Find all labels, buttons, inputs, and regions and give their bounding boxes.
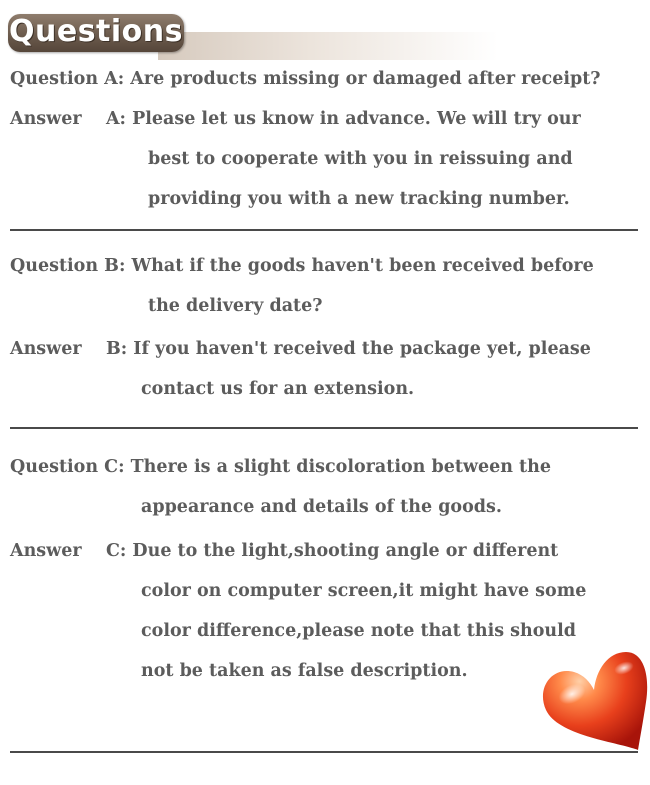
questions-banner [8, 14, 498, 52]
question-b-line-1: Question B: What if the goods haven't been received before [10, 256, 594, 276]
heart-icon [538, 646, 650, 754]
answer-c-line-2: color on computer screen,it might have some [141, 581, 587, 601]
page-title: Questions [8, 14, 183, 49]
question-c-line-2: appearance and details of the goods. [141, 497, 502, 517]
answer-c-line-4: not be taken as false description. [141, 661, 468, 681]
section-divider-b [10, 427, 638, 429]
answer-a-line-2: best to cooperate with you in reissuing and [148, 149, 573, 169]
banner-gradient-bar [158, 32, 498, 60]
answer-c-line-3: color difference,please note that this should [141, 621, 577, 641]
section-divider-a [10, 229, 638, 231]
section-divider-c [10, 751, 638, 753]
question-a-line-1: Question A: Are products missing or damaged after receipt? [10, 69, 601, 89]
answer-a-line-1: Answer A: Please let us know in advance. We will try our [10, 109, 581, 129]
answer-a-line-3: providing you with a new tracking number. [148, 189, 570, 209]
answer-b-line-1: Answer B: If you haven't received the package yet, please [10, 339, 591, 359]
answer-c-line-1: Answer C: Due to the light,shooting angle or different [10, 541, 559, 561]
answer-b-line-2: contact us for an extension. [141, 379, 415, 399]
question-b-line-2: the delivery date? [148, 296, 323, 316]
question-c-line-1: Question C: There is a slight discoloration between the [10, 457, 551, 477]
